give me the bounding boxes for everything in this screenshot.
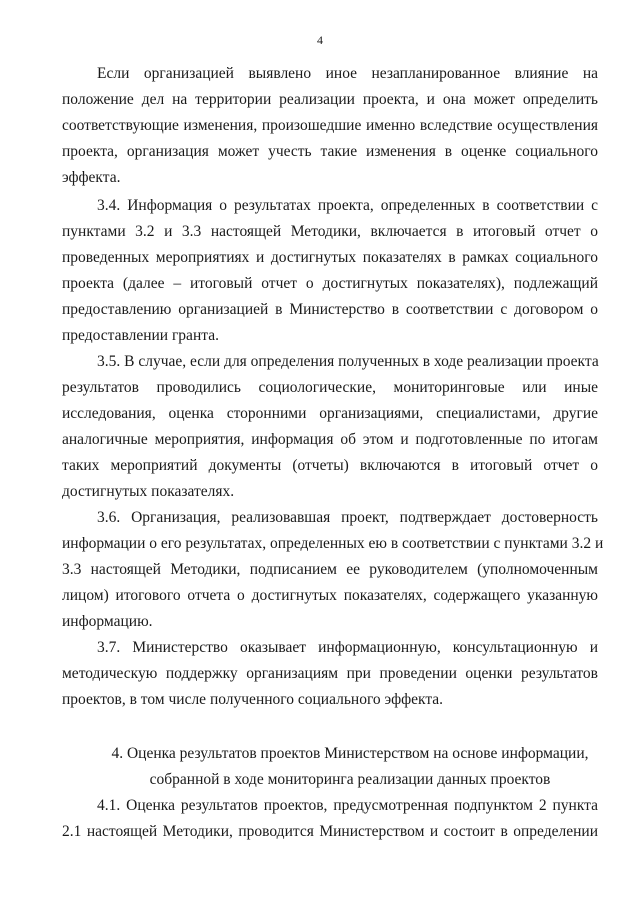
- text-line: 2.1 настоящей Методики, проводится Министерством и состоит в определении: [62, 823, 598, 840]
- text-line: таких мероприятий документы (отчеты) включаются в итоговый отчет о: [62, 457, 598, 474]
- section-heading-line: собранной в ходе мониторинга реализации данных проектов: [149, 771, 551, 788]
- text-line: пунктами 3.2 и 3.3 настоящей Методики, включается в итоговый отчет о: [62, 223, 598, 240]
- text-line: соответствующие изменения, произошедшие именно вследствие осуществления: [62, 117, 598, 134]
- text-line: лицом) итогового отчета о достигнутых показателях, содержащего указанную: [62, 587, 598, 604]
- text-line: Если организацией выявлено иное незапланированное влияние на: [97, 65, 598, 82]
- text-line: проведенных мероприятиях и достигнутых показателях в рамках социального: [62, 249, 598, 266]
- text-line: результатов проводились социологические, мониторинговые или иные: [62, 379, 598, 396]
- page-number: 4: [317, 33, 323, 47]
- text-line: информации о его результатах, определенных ею в соответствии с пунктами 3.2 и: [62, 535, 604, 552]
- text-line: 3.6. Организация, реализовавшая проект, подтверждает достоверность: [97, 509, 598, 526]
- text-line: методическую поддержку организациям при проведении оценки результатов: [62, 665, 598, 682]
- text-line: предоставлении гранта.: [62, 327, 219, 344]
- text-line: предоставлению организацией в Министерство в соответствии с договором о: [62, 301, 598, 318]
- text-line: эффекта.: [62, 169, 121, 186]
- text-line: проекта (далее – итоговый отчет о достигнутых показателях), подлежащий: [62, 275, 598, 292]
- text-line: проекта, организация может учесть такие изменения в оценке социального: [62, 143, 598, 160]
- text-line: 3.3 настоящей Методики, подписанием ее руководителем (уполномоченным: [62, 561, 598, 578]
- text-line: аналогичные мероприятия, информация об этом и подготовленные по итогам: [62, 431, 598, 448]
- text-line: исследования, оценка сторонними организациями, специалистами, другие: [62, 405, 598, 422]
- text-line: 3.7. Министерство оказывает информационную, консультационную и: [97, 639, 598, 656]
- text-line: информацию.: [62, 613, 153, 630]
- text-line: достигнутых показателях.: [62, 483, 235, 500]
- text-line: проектов, в том числе полученного социального эффекта.: [62, 691, 444, 708]
- text-line: 3.5. В случае, если для определения полученных в ходе реализации проекта: [97, 353, 599, 370]
- section-heading-line: 4. Оценка результатов проектов Министерством на основе информации,: [111, 745, 589, 762]
- text-line: положение дел на территории реализации проекта, и она может определить: [62, 91, 598, 108]
- text-line: 4.1. Оценка результатов проектов, предусмотренная подпунктом 2 пункта: [97, 797, 598, 814]
- text-line: 3.4. Информация о результатах проекта, определенных в соответствии с: [97, 197, 598, 214]
